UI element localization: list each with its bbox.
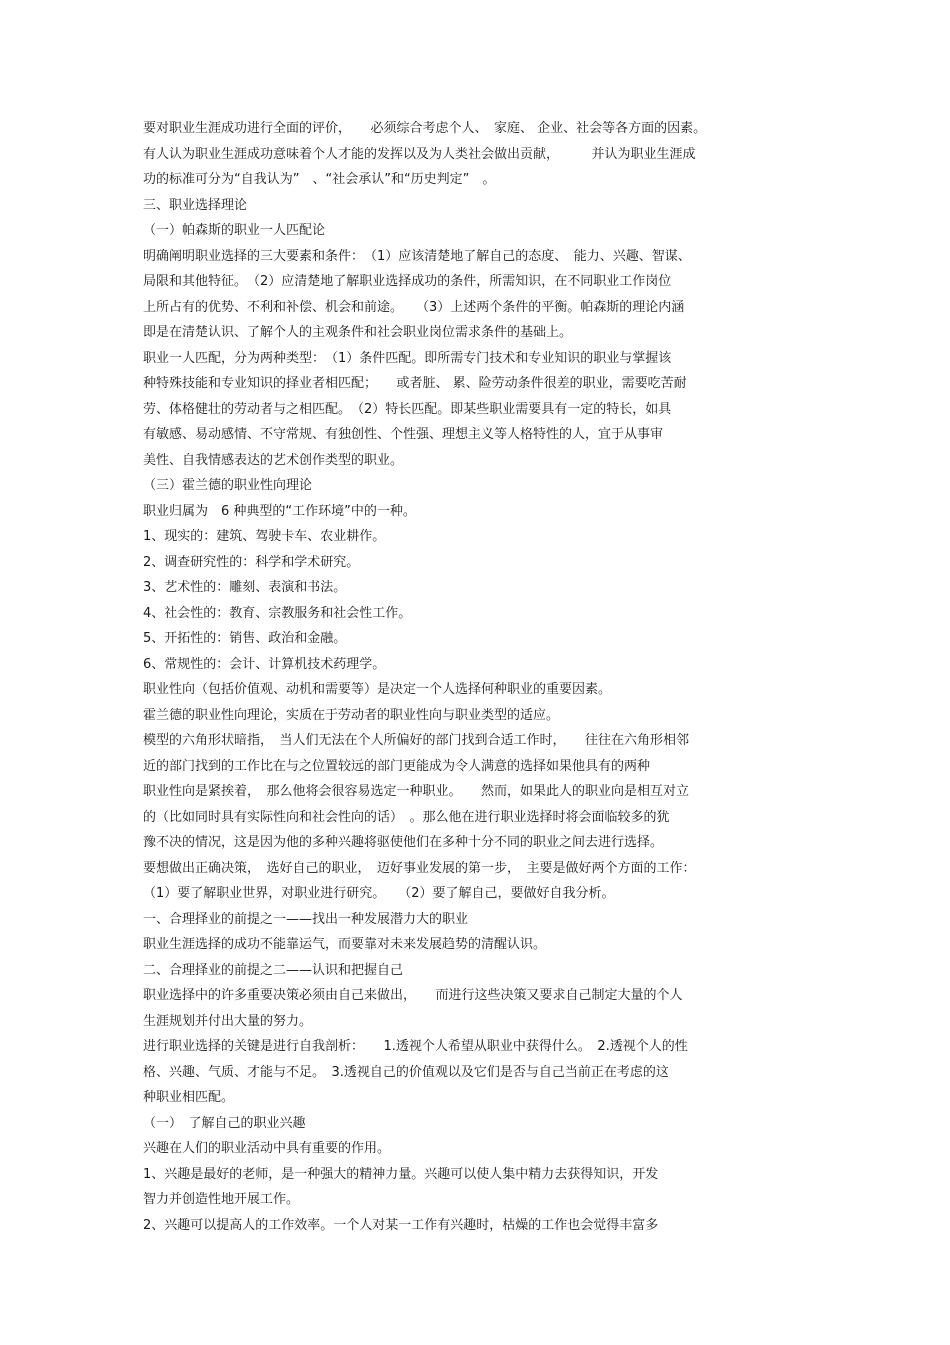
text-line: 种特殊技能和专业知识的择业者相匹配； 或者脏、 累、险劳动条件很差的职业，需要吃苦耐	[143, 376, 687, 391]
text-line: 2、兴趣可以提高人的工作效率。一个人对某一工作有兴趣时，枯燥的工作也会觉得丰富多	[143, 1218, 659, 1233]
text-line: 美性、自我情感表达的艺术创作类型的职业。	[143, 453, 404, 468]
text-line: 功的标准可分为“自我认为” 、“社会承认”和“历史判定” 。	[143, 172, 496, 187]
text-line: 近的部门找到的工作比在与之位置较远的部门更能成为令人满意的选择如果他具有的两种	[143, 759, 651, 774]
text-line: 的（比如同时具有实际性向和社会性向的话） 。那么他在进行职业选择时将会面临较多的犹	[143, 810, 670, 825]
text-line: （一） 了解自己的职业兴趣	[143, 1116, 306, 1131]
text-line: 劳、体格健壮的劳动者与之相匹配。 （2）特长匹配。即某些职业需要具有一定的特长，如具	[143, 402, 672, 417]
text-line: 霍兰德的职业性向理论，实质在于劳动者的职业性向与职业类型的适应。	[143, 708, 560, 723]
text-line: 要对职业生涯成功进行全面的评价， 必须综合考虑个人、 家庭、 企业、社会等各方面的因素。	[143, 121, 707, 136]
text-line: 智力并创造性地开展工作。	[143, 1192, 300, 1207]
text-line: 豫不决的情况，这是因为他的多种兴趣将驱使他们在多种十分不同的职业之间去进行选择。	[143, 835, 664, 850]
text-line: 6、常规性的：会计、计算机技术药理学。	[143, 657, 386, 672]
text-line: 职业选择中的许多重要决策必须由自己来做出， 而进行这些决策又要求自己制定大量的个人	[143, 988, 683, 1003]
text-line: 生涯规划并付出大量的努力。	[143, 1014, 313, 1029]
text-line: 上所占有的优势、不利和补偿、机会和前途。 （3）上述两个条件的平衡。帕森斯的理论内涵	[143, 300, 685, 315]
text-line: 三、职业选择理论	[143, 198, 248, 213]
text-line: 1、现实的：建筑、驾驶卡车、农业耕作。	[143, 529, 386, 544]
text-line: 模型的六角形状暗指， 当人们无法在个人所偏好的部门找到合适工作时， 往往在六角形相邻	[143, 733, 690, 748]
text-line: 职业性向（包括价值观、动机和需要等）是决定一个人选择何种职业的重要因素。	[143, 682, 612, 697]
text-line: 即是在清楚认识、了解个人的主观条件和社会职业岗位需求条件的基础上。	[143, 325, 573, 340]
text-line: 职业一人匹配，分为两种类型： （1）条件匹配。即所需专门技术和专业知识的职业与掌握该	[143, 351, 672, 366]
text-line: 1、兴趣是最好的老师，是一种强大的精神力量。兴趣可以使人集中精力去获得知识，开发	[143, 1167, 659, 1182]
text-line: 有敏感、易动感情、不守常规、有独创性、个性强、理想主义等人格特性的人，宜于从事审	[143, 427, 664, 442]
text-line: （一）帕森斯的职业一人匹配论	[143, 223, 326, 238]
text-line: 一、合理择业的前提之一——找出一种发展潜力大的职业	[143, 912, 469, 927]
text-line: 明确阐明职业选择的三大要素和条件： （1）应该清楚地了解自己的态度、 能力、兴趣、智谋、	[143, 249, 691, 264]
text-line: 职业归属为 6 种典型的“工作环境”中的一种。	[143, 504, 416, 519]
text-line: 职业性向是紧挨着， 那么他将会很容易选定一种职业。 然而，如果此人的职业向是相互对立	[143, 784, 690, 799]
text-line: 要想做出正确决策， 选好自己的职业， 迈好事业发展的第一步， 主要是做好两个方面的工作：	[143, 861, 696, 876]
text-line: 2、调查研究性的：科学和学术研究。	[143, 555, 360, 570]
text-line: 有人认为职业生涯成功意味着个人才能的发挥以及为人类社会做出贡献， 并认为职业生涯成	[143, 147, 696, 162]
text-line: 格、兴趣、气质、才能与不足。 3.透视自己的价值观以及它们是否与自己当前正在考虑的这	[143, 1065, 669, 1080]
text-line: （三）霍兰德的职业性向理论	[143, 478, 313, 493]
text-line: 局限和其他特征。 （2）应清楚地了解职业选择成功的条件，所需知识，在不同职业工作岗位	[143, 274, 672, 289]
text-line: 4、社会性的：教育、宗教服务和社会性工作。	[143, 606, 412, 621]
text-line: 进行职业选择的关键是进行自我剖析： 1.透视个人希望从职业中获得什么。 2.透视个人的性	[143, 1039, 688, 1054]
text-line: 种职业相匹配。	[143, 1090, 235, 1105]
text-line: 3、艺术性的：雕刻、表演和书法。	[143, 580, 347, 595]
text-line: 二、合理择业的前提之二——认识和把握自己	[143, 963, 404, 978]
text-line: 5、开拓性的：销售、政治和金融。	[143, 631, 347, 646]
text-line: （1）要了解职业世界，对职业进行研究。 （2）要了解自己，要做好自我分析。	[143, 886, 615, 901]
text-line: 兴趣在人们的职业活动中具有重要的作用。	[143, 1141, 391, 1156]
text-line: 职业生涯选择的成功不能靠运气，而要靠对未来发展趋势的清醒认识。	[143, 937, 547, 952]
